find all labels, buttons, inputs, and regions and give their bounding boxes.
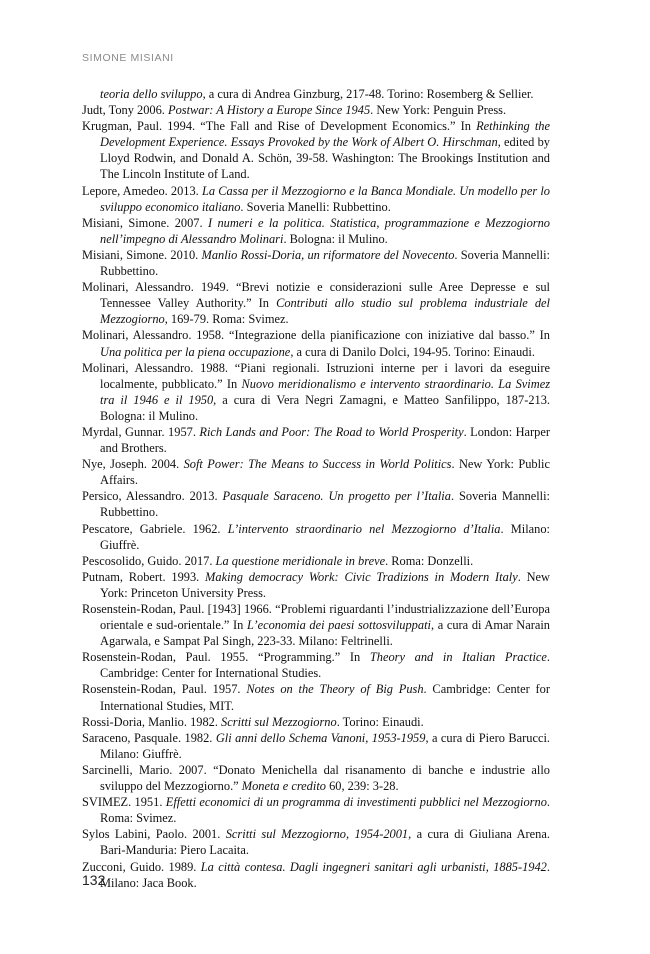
reference-entry [82,327,550,359]
reference-text: . Cambridge: Center for International Studies, MIT. [100,682,550,713]
reference-title: Effetti economici di un programma di investimenti pubblici nel Mezzogiorno [165,795,547,810]
reference-text: . Soveria Mannelli: Rubbettino. [100,247,550,279]
reference-text: Krugman, Paul. 1994. “The Fall and Rise of Development Economics.” In [82,119,477,134]
running-head: SIMONE MISIANI [82,52,174,64]
reference-text: . New York: Public Affairs. [100,457,550,488]
page-number: 132 [82,872,106,888]
reference-title: La Cassa per il Mezzogiorno e la Banca Mondiale. Un modello per lo sviluppo economico italiano [100,183,550,214]
reference-entry [82,553,550,569]
reference-entry [82,826,550,858]
reference-text: Judt, Tony 2006. [82,103,168,118]
reference-list [82,86,550,891]
reference-text: , a cura di Vera Negri Zamagni, e Matteo Sanfilippo, 187-213. Bologna: il Mulino. [100,392,551,423]
reference-title: Rethinking the Development Experience. Essays Provoked by the Work of Albert O. Hirschman [100,119,550,150]
reference-title: Rich Lands and Poor: The Road to World Prosperity [199,424,464,439]
reference-title: Nuovo meridionalismo e intervento straordinario. La Svimez tra il 1946 e il 1950 [100,376,551,407]
reference-text: . New York: Princeton University Press. [100,569,550,600]
reference-title: Postwar: A History a Europe Since 1945 [168,103,371,118]
reference-text: , edited by Lloyd Rodwin, and Donald A. Schön, 39-58. Washington: The Brookings Institution and The Lincoln Institute of Land. [100,135,550,182]
reference-text: Molinari, Alessandro. 1958. “Integrazione della pianificazione con iniziative dal basso.” In [82,328,550,343]
reference-text: Myrdal, Gunnar. 1957. [82,424,200,439]
reference-text: , a cura di Danilo Dolci, 194-95. Torino: Einaudi. [290,344,535,359]
reference-text: . Milano: Giuffrè. [100,521,550,552]
reference-entry [82,649,550,681]
reference-text: . Bologna: il Mulino. [283,231,388,246]
reference-title: L’intervento straordinario nel Mezzogiorno d’Italia [227,521,501,536]
reference-entry [82,424,550,456]
reference-entry [82,360,550,424]
reference-title: Soft Power: The Means to Success in World Politics [183,457,452,472]
reference-text: Misiani, Simone. 2010. [82,247,202,262]
reference-text: Rosenstein-Rodan, Paul. 1955. “Programming.” In [82,650,370,665]
reference-entry [82,681,550,713]
reference-text: , a cura di Piero Barucci. Milano: Giuffrè. [100,730,550,761]
reference-text: . Soveria Manelli: Rubbettino. [240,199,391,214]
reference-title: Scritti sul Mezzogiorno [221,714,337,729]
reference-title: Pasquale Saraceno. Un progetto per l’Italia [222,489,451,504]
reference-entry [82,456,550,488]
reference-title: Notes on the Theory of Big Push [246,682,424,697]
reference-title: Scritti sul Mezzogiorno, 1954-2001 [225,827,409,842]
reference-title: Una politica per la piena occupazione [100,344,291,359]
reference-text: , a cura di Andrea Ginzburg, 217-48. Torino: Rosemberg & Sellier. [202,87,534,101]
reference-title: La questione meridionale in breve [215,553,386,568]
reference-title: Making democracy Work: Civic Tradizions in Modern Italy [205,569,518,584]
reference-title: L’economia dei paesi sottosviluppati [247,618,431,633]
reference-entry [82,215,550,247]
reference-entry [82,118,550,182]
reference-text: SVIMEZ. 1951. [82,795,166,810]
reference-title: teoria dello sviluppo [100,87,203,101]
reference-text: . New York: Penguin Press. [370,103,507,118]
reference-entry [82,102,550,118]
reference-text: Sylos Labini, Paolo. 2001. [82,827,226,842]
reference-text: . Milano: Jaca Book. [100,859,550,890]
reference-text: , a cura di Amar Narain Agarwala, e Sampat Pal Singh, 223-33. Milano: Feltrinelli. [100,618,550,649]
reference-entry [82,521,550,553]
reference-entry [82,794,550,826]
reference-entry [82,86,550,102]
reference-text: Nye, Joseph. 2004. [82,457,184,472]
reference-entry [82,488,550,520]
reference-text: Zucconi, Guido. 1989. [82,859,201,874]
reference-text: . Soveria Mannelli: Rubbettino. [100,489,551,520]
reference-text: . London: Harper and Brothers. [100,424,550,456]
reference-text: Sarcinelli, Mario. 2007. “Donato Menichella dal risanamento di banche e industrie allo sviluppo del Mezzogiorno.” [82,762,550,794]
reference-entry [82,183,550,215]
reference-entry [82,247,550,279]
reference-text: , 169-79. Roma: Svimez. [164,312,289,327]
reference-text: Pescatore, Gabriele. 1962. [82,521,228,536]
reference-text: Persico, Alessandro. 2013. [82,489,223,504]
reference-title: Theory and in Italian Practice [369,650,547,665]
reference-text: Molinari, Alessandro. 1988. “Piani regionali. Istruzioni interne per i lavori da eseguire localmente, pubblicato.” In [82,360,550,391]
reference-text: , a cura di Giuliana Arena. Bari-Manduria: Piero Lacaita. [100,827,550,858]
reference-entry [82,714,550,730]
reference-text: 60, 239: 3-28. [325,779,399,794]
reference-title: Gli anni dello Schema Vanoni, 1953-1959 [215,730,426,745]
reference-text: . Torino: Einaudi. [336,714,424,729]
reference-text: Putnam, Robert. 1993. [82,569,206,584]
reference-entry [82,569,550,601]
reference-text: Rosenstein-Rodan, Paul. 1957. [82,682,247,697]
reference-title: Contributi allo studio sul problema industriale del Mezzogiorno [100,296,551,327]
reference-entry [82,762,550,794]
reference-text: Saraceno, Pasquale. 1982. [82,730,216,745]
reference-entry [82,279,550,327]
reference-text: Pescosolido, Guido. 2017. [82,553,216,568]
reference-text: . Cambridge: Center for International Studies. [100,650,550,681]
reference-title: Manlio Rossi-Doria, un riformatore del Novecento [201,247,455,262]
reference-text: . Roma: Donzelli. [385,553,474,568]
reference-entry [82,859,550,891]
reference-text: Molinari, Alessandro. 1949. “Brevi notizie e considerazioni sulle Aree Depresse e sul Tennessee Valley Authority.” In [82,280,550,311]
reference-text: Lepore, Amedeo. 2013. [82,183,202,198]
reference-text: Misiani, Simone. 2007. [82,215,208,230]
reference-text: . Roma: Svimez. [100,795,551,826]
reference-text: Rosenstein-Rodan, Paul. [1943] 1966. “Problemi riguardanti l’industrializzazione dell’Europa orientale e sud-orientale.” In [82,602,550,633]
reference-title: Moneta e credito [241,779,326,794]
reference-entry [82,601,550,649]
reference-title: La città contesa. Dagli ingegneri sanitari agli urbanisti, 1885-1942 [200,859,547,874]
reference-title: I numeri e la politica. Statistica, programmazione e Mezzogiorno nell’impegno di Alessandro Molinari [100,215,550,246]
reference-entry [82,730,550,762]
reference-text: Rossi-Doria, Manlio. 1982. [82,714,222,729]
